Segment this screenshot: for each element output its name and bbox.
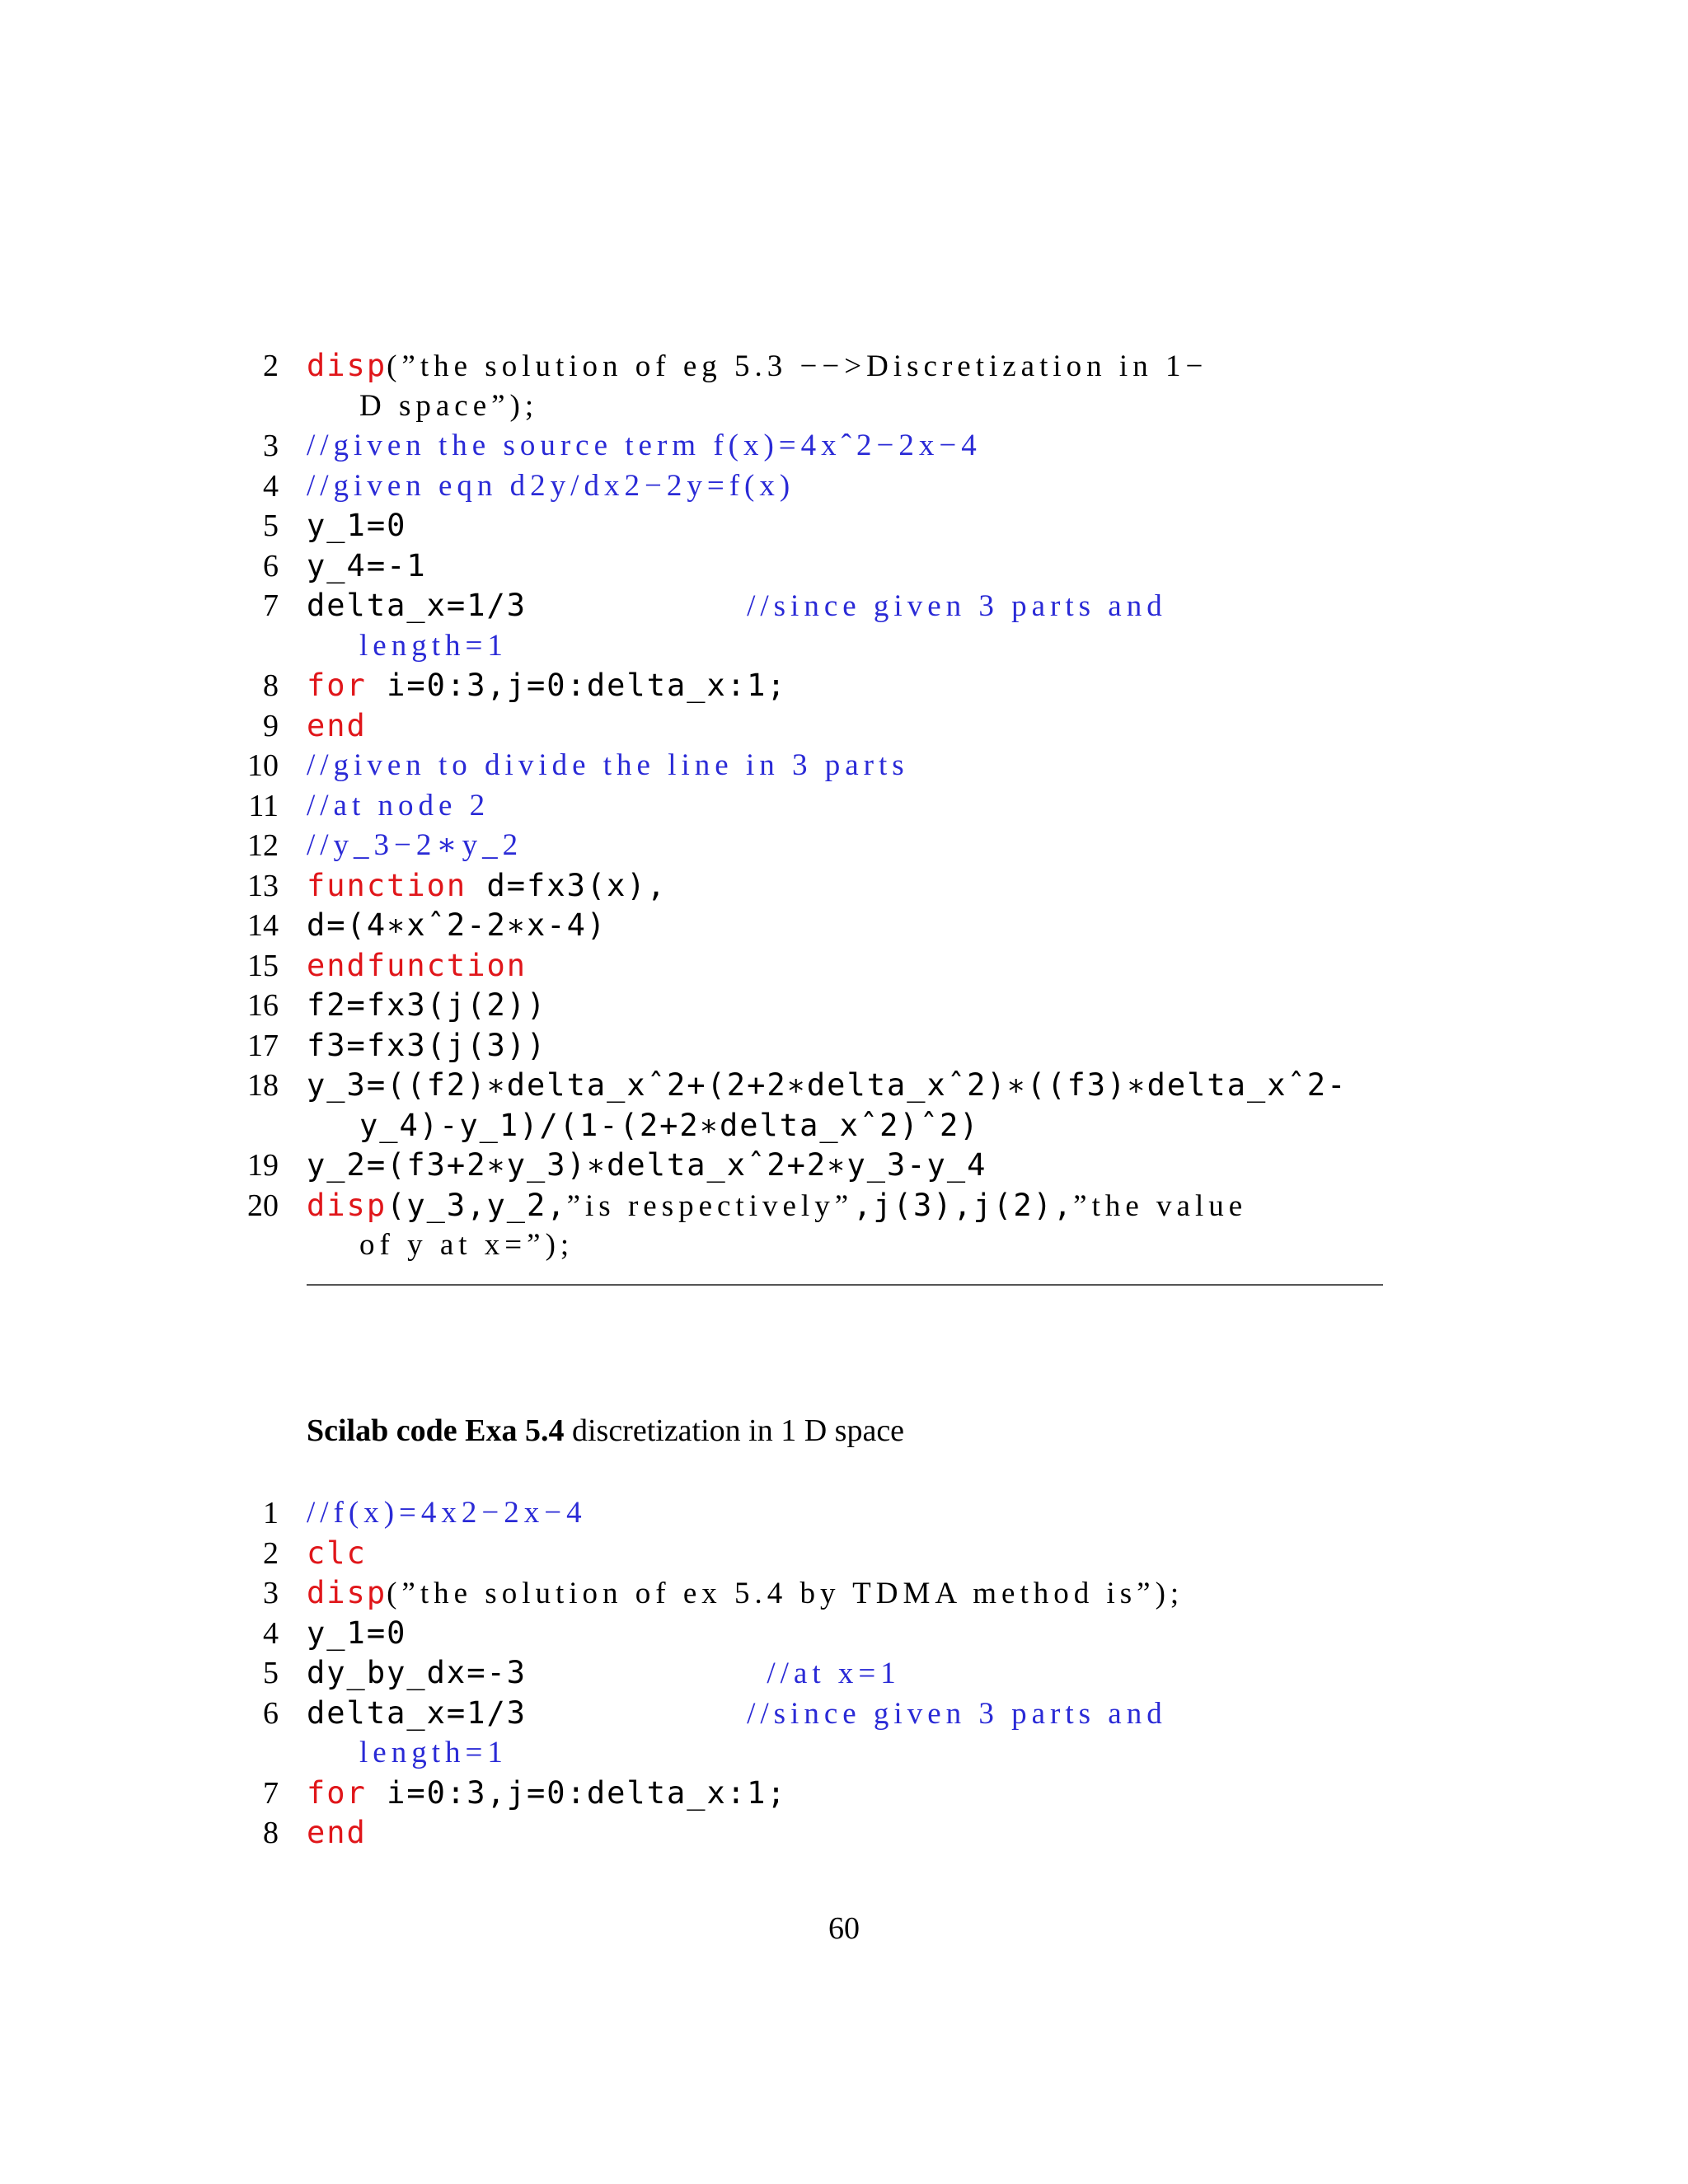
line-number: 18 [247,1068,279,1103]
code-text [307,1534,367,1574]
line-number: 15 [247,948,279,983]
code-text [359,1733,508,1773]
code-text [307,866,667,907]
code-text [307,346,1207,387]
code-comment: //given the source term f(x)=4xˆ2−2x−4 [307,429,982,462]
line-number: 5 [263,509,279,543]
code-line [0,906,1688,946]
code-keyword: for [307,1774,367,1811]
code-line [0,1774,1688,1814]
line-number: 7 [263,1775,279,1811]
code-token: y_3=((f2)∗delta_xˆ2+(2+2∗delta_xˆ2)∗((f3)∗delta_xˆ2- [307,1067,1348,1103]
code-text [307,1186,1247,1226]
code-comment: //f(x)=4x2−2x−4 [307,1496,587,1530]
code-line [0,1026,1688,1066]
line-number: 3 [263,429,279,463]
line-number: 6 [263,1695,279,1731]
code-text [307,1573,1184,1614]
code-line [0,1534,1688,1574]
code-line [0,666,1688,706]
code-text [359,387,538,426]
code-line [0,466,1688,507]
code-comment: //given eqn d2y/dx2−2y=f(x) [307,468,795,503]
code-token: d=fx3(x), [467,867,667,903]
line-number: 20 [247,1188,279,1223]
code-token: ”is respectively” [566,1188,854,1223]
line-number: 11 [248,788,279,823]
code-token: y_1=0 [307,508,407,543]
code-text [307,1813,367,1854]
code-text [307,1614,406,1654]
code-keyword: clc [307,1535,367,1571]
code-keyword: end [307,1815,367,1850]
line-number: 13 [247,868,279,903]
code-comment: length=1 [359,628,508,663]
code-line [0,546,1688,587]
code-line [0,1186,1688,1226]
code-keyword: function [307,867,467,903]
code-line [0,1653,1688,1694]
code-token: of y at x=”); [359,1228,574,1262]
code-comment: length=1 [359,1736,508,1769]
code-text [307,706,367,747]
code-line [0,346,1688,387]
line-number: 9 [263,708,279,743]
code-line [0,786,1688,827]
code-text [359,626,508,666]
line-number: 5 [263,1656,279,1690]
code-token: y_1=0 [307,1615,407,1651]
code-text [359,1226,574,1265]
code-comment: //at node 2 [307,788,490,823]
code-text [307,1653,901,1694]
code-comment: //y_3−2∗y_2 [307,828,523,862]
code-text [307,746,909,785]
line-number: 3 [263,1576,279,1610]
line-number: 4 [263,468,279,504]
code-line [0,1493,1688,1534]
code-token: (y_3,y_2, [387,1187,567,1223]
code-line [0,826,1688,866]
code-text [307,906,607,946]
code-keyword: disp [307,348,387,383]
code-text [307,826,523,865]
code-text [359,1106,980,1146]
code-token: y_4=-1 [307,547,427,583]
code-text [307,1066,1347,1106]
line-number: 10 [247,748,279,783]
code-token: i=0:3,j=0:delta_x:1; [366,668,787,703]
code-text [307,786,490,826]
code-line [0,1573,1688,1614]
code-keyword: endfunction [307,947,528,983]
code-comment: //since given 3 parts and [747,1696,1167,1731]
line-number: 8 [263,668,279,703]
code-listing-exa-5-4 [0,1493,1688,1854]
code-text [307,1774,787,1814]
line-number: 12 [247,828,279,863]
code-comment: //given to divide the line in 3 parts [307,748,909,782]
page-number: 60 [828,1911,860,1946]
code-text [307,506,406,546]
code-token: D space”); [359,388,539,423]
code-line [0,426,1688,466]
code-token: (”the solution of ex 5.4 by TDMA method is”); [387,1577,1184,1610]
code-line [0,1813,1688,1854]
line-number: 19 [247,1148,279,1183]
code-line [0,946,1688,987]
code-token: delta_x=1/3 [307,588,748,623]
code-text [307,1694,1167,1734]
code-text [307,946,527,987]
code-token: y_4)-y_1)/(1-(2+2∗delta_xˆ2)ˆ2) [359,1107,980,1143]
code-token: i=0:3,j=0:delta_x:1; [366,1774,787,1811]
code-keyword: end [307,707,367,743]
line-number: 1 [263,1496,279,1530]
code-text [307,466,795,506]
code-line [0,986,1688,1026]
code-token: ”the value [1073,1188,1248,1223]
code-line-continuation [0,1733,1688,1774]
code-line-continuation [0,1106,1688,1146]
line-number: 4 [263,1615,279,1651]
code-token: ,j(3),j(2), [853,1187,1074,1223]
code-text [307,1146,987,1186]
code-token: dy_by_dx=-3 [307,1655,767,1690]
code-line [0,1146,1688,1186]
code-text [307,986,546,1026]
code-text [307,586,1167,626]
code-text [307,1493,587,1533]
line-number: 16 [247,988,279,1023]
code-token: f2=fx3(j(2)) [307,987,547,1023]
line-number: 2 [263,1535,279,1571]
code-line-continuation [0,626,1688,667]
listing-divider [307,1284,1383,1286]
code-text [307,666,787,706]
code-line [0,866,1688,907]
code-keyword: disp [307,1575,387,1610]
line-number: 6 [263,548,279,583]
code-line [0,506,1688,546]
code-line-continuation [0,1226,1688,1266]
code-token: d=(4∗xˆ2-2∗x-4) [307,907,607,943]
code-token: f3=fx3(j(3)) [307,1027,547,1063]
code-line [0,706,1688,747]
code-token: delta_x=1/3 [307,1694,748,1731]
line-number: 8 [263,1816,279,1850]
line-number: 2 [263,349,279,383]
code-listing-exa-5-3 [0,346,1688,1266]
code-text [307,546,427,587]
code-line [0,1694,1688,1734]
caption-label: Scilab code Exa 5.4 [307,1413,565,1448]
listing-caption [307,1413,904,1449]
code-keyword: disp [307,1187,387,1223]
code-token: (”the solution of eg 5.3 −−>Discretization in 1− [387,349,1208,383]
line-number: 17 [247,1028,279,1063]
code-line [0,1066,1688,1106]
code-text [307,1026,546,1066]
code-token: y_2=(f3+2∗y_3)∗delta_xˆ2+2∗y_3-y_4 [307,1147,987,1183]
caption-text: discretization in 1 D space [564,1413,905,1448]
code-line [0,746,1688,786]
code-keyword: for [307,668,367,703]
code-line [0,1614,1688,1654]
code-comment: //since given 3 parts and [747,589,1167,623]
line-number: 14 [247,908,279,943]
code-line-continuation [0,387,1688,427]
code-comment: //at x=1 [767,1657,901,1690]
code-text [307,426,982,466]
line-number: 7 [263,588,279,623]
code-line [0,586,1688,626]
